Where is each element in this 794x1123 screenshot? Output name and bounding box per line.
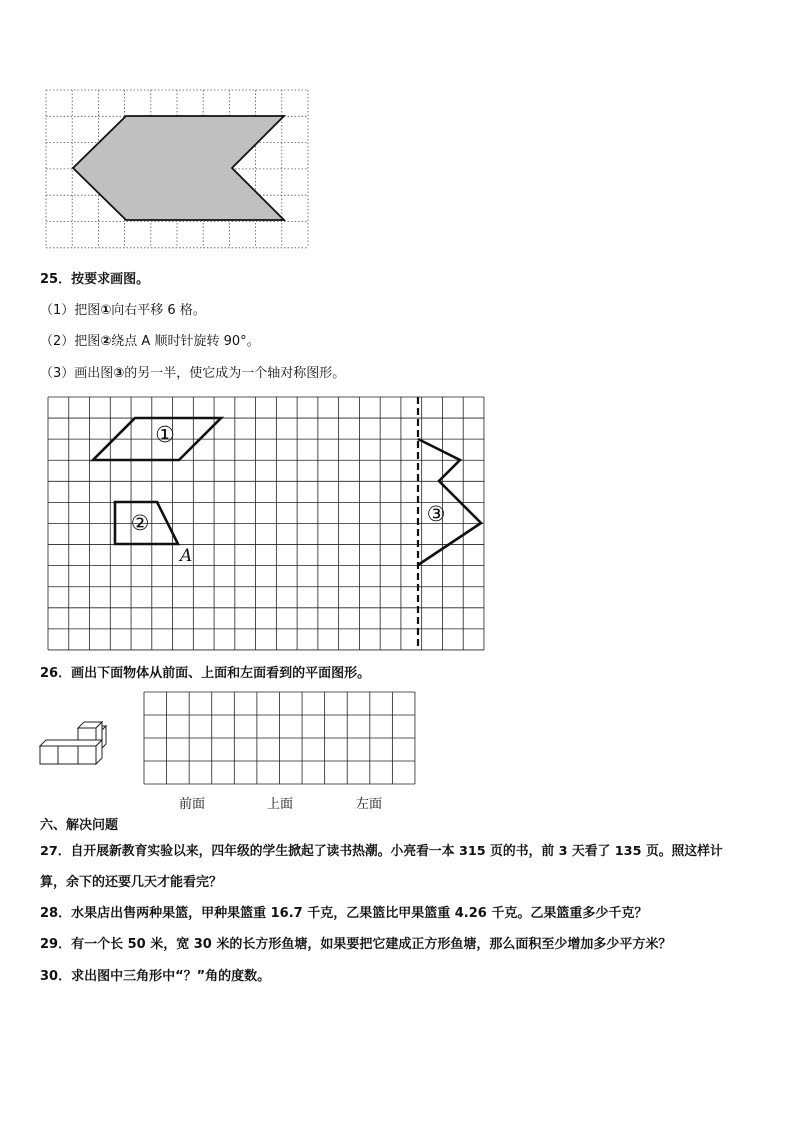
q25-title: 25．按要求画图。: [40, 272, 150, 287]
figure-3-ref: ③: [113, 366, 125, 381]
q25-step3-post: 的另一半，使它成为一个轴对称图形。: [124, 366, 346, 381]
q25-step1-pre: （1）把图: [40, 303, 101, 318]
q25-step2-pre: （2）把图: [40, 334, 101, 349]
q25-step3-pre: （3）画出图: [40, 366, 114, 381]
cube-stack-figure: [40, 722, 106, 768]
figure-2-label: ②: [130, 511, 150, 535]
point-a-label: A: [180, 546, 193, 566]
q28-text: 28．水果店出售两种果篮，甲种果篮重 16.7 千克，乙果篮比甲果篮重 4.26 千克。乙果篮重多少千克？: [40, 906, 648, 921]
q25-step2-post: 绕点 A 顺时针旋转 90°。: [111, 334, 260, 349]
q30-text: 30．求出图中三角形中“？”角的度数。: [40, 969, 271, 984]
q29-text: 29．有一个长 50 米，宽 30 米的长方形鱼塘，如果要把它建成正方形鱼塘，那么面积至少增加多少平方米？: [40, 937, 672, 952]
figure-1-label: ①: [155, 423, 175, 448]
gray-arrow-shape: [73, 116, 284, 220]
view-label-front: 前面: [179, 797, 206, 812]
view-label-top: 上面: [267, 797, 294, 812]
q27-line2: 算，余下的还要几天才能看完？: [40, 875, 223, 890]
view-label-left: 左面: [356, 797, 383, 812]
figure-1-ref: ①: [100, 303, 112, 318]
q25-drawing-grid: [48, 397, 484, 650]
q26-title: 26．画出下面物体从前面、上面和左面看到的平面图形。: [40, 666, 371, 681]
q25-step1: [40, 303, 206, 319]
q26-answer-grid: [144, 692, 415, 784]
section-6-heading: 六、解决问题: [40, 818, 119, 833]
figure-2-ref: ②: [100, 334, 112, 349]
q25-step1-post: 向右平移 6 格。: [111, 303, 206, 318]
figure-3-label: ③: [426, 502, 446, 526]
q27-line1: 27．自开展新教育实验以来，四年级的学生掀起了读书热潮。小亮看一本 315 页的书，前 3 天看了 135 页。照这样计: [40, 844, 723, 859]
answer-grid-lines: [144, 692, 415, 784]
q25-step2: [40, 334, 260, 350]
q25-step3: [40, 366, 345, 382]
arrow-shape-figure: [46, 90, 308, 248]
